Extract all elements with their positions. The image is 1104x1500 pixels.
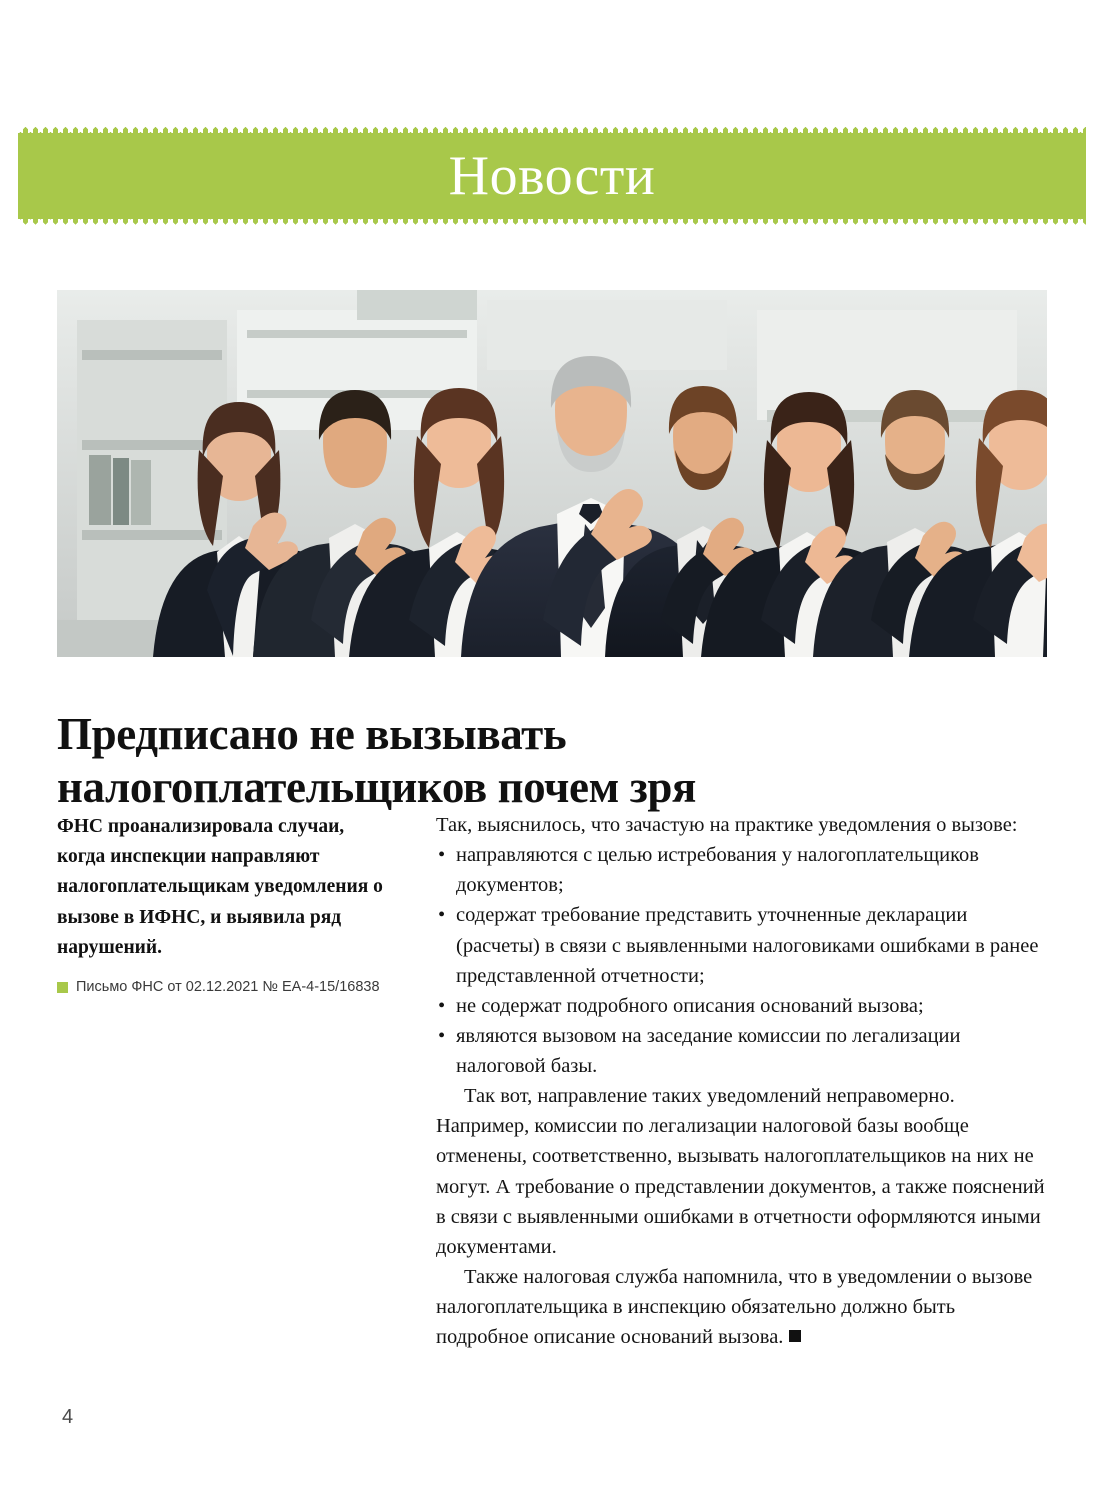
banner-scallop-bottom-icon <box>18 219 1086 226</box>
body-paragraph-2-text: Также налоговая служба напомнила, что в уведомлении о вызове налогоплательщика в инспекцию обязательно должно быть подробное описание оснований вызова. <box>436 1265 1033 1349</box>
source-square-icon <box>57 982 68 993</box>
body-paragraph-1: Так вот, направление таких уведомлений неправомерно. Например, комиссии по легализации налоговой базы вообще отменены, соответственно, вызывать налогоплательщиков на них не могут. А требование о представлении документов, а также пояснений в связи с выявленными ошибками в отчетности оформляются иными документами. <box>436 1085 1045 1258</box>
list-item: • не содержат подробного описания оснований вызова; <box>436 991 1046 1021</box>
list-item: • направляются с целью истребования у налогоплательщиков документов; <box>436 840 1046 900</box>
end-of-article-mark-icon <box>789 1330 801 1342</box>
article-source <box>57 977 387 998</box>
list-item: • содержат требование представить уточненные декларации (расчеты) в связи с выявленными налоговиками ошибками в ранее представленной отчетности; <box>436 900 1046 990</box>
headline-line-1: Предписано не вызывать <box>57 709 567 760</box>
body-paragraph-2 <box>436 1262 1046 1352</box>
source-reference: Письмо ФНС от 02.12.2021 № ЕА-4-15/16838 <box>76 979 380 996</box>
team-thumbs-up-photo-icon <box>57 290 1047 657</box>
body-bullet-list <box>436 840 1046 1081</box>
list-item: • являются вызовом на заседание комиссии по легализации налоговой базы. <box>436 1021 1046 1081</box>
page-title <box>57 708 1047 813</box>
banner-scallop-top-icon <box>18 126 1086 133</box>
section-banner <box>18 120 1086 232</box>
article-lead: ФНС проанализировала случаи, когда инспекции направляют налогоплательщикам уведомления о вызове в ИФНС, и выявила ряд нарушений. <box>57 816 383 958</box>
headline-line-2: налогоплательщиков почем зря <box>57 761 696 812</box>
page-number: 4 <box>62 1406 74 1428</box>
article-photo <box>57 290 1047 657</box>
section-title: Новости <box>448 145 656 207</box>
body-intro: Так, выяснилось, что зачастую на практике уведомления о вызове: <box>436 814 1018 836</box>
lead-column <box>57 812 387 998</box>
section-banner-fill <box>18 126 1086 226</box>
body-column <box>436 810 1046 1352</box>
